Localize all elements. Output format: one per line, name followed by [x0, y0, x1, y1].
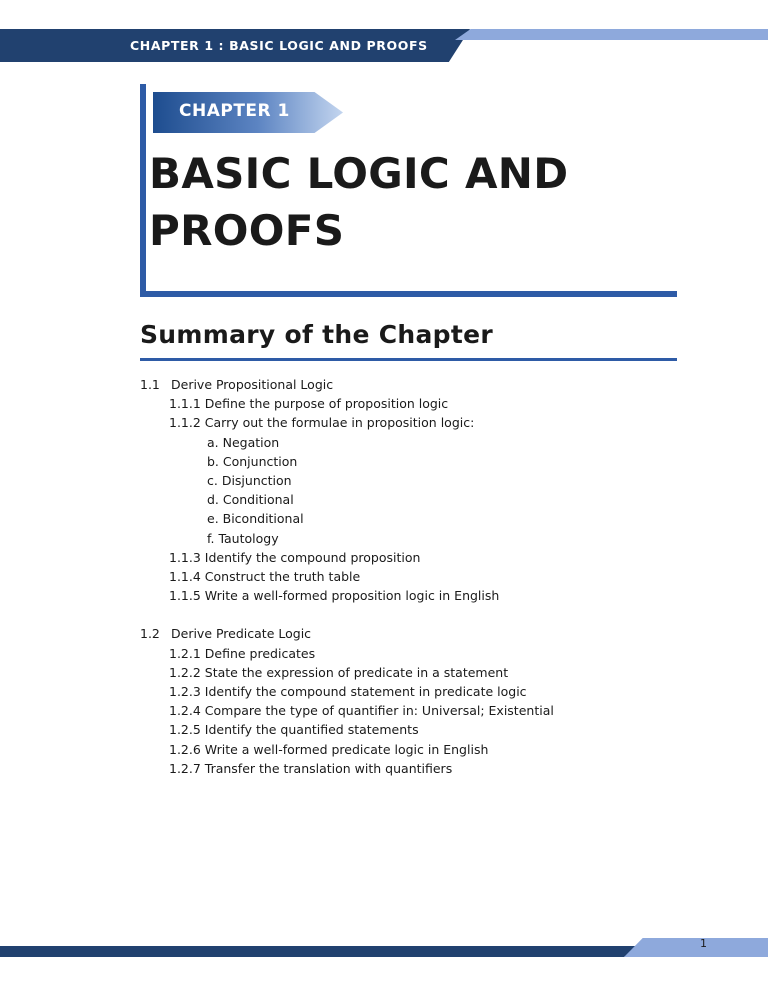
outline-item: 1.2.4 Compare the type of quantifier in: Universal; Existential: [169, 703, 554, 719]
chapter-tag-label: CHAPTER 1: [179, 101, 290, 121]
section-title: Derive Propositional Logic: [171, 377, 334, 392]
section-title: Derive Predicate Logic: [171, 626, 312, 642]
summary-heading: Summary of the Chapter: [140, 320, 494, 349]
summary-divider: [140, 358, 677, 361]
chapter-title: [149, 145, 669, 259]
section-heading: [140, 624, 700, 643]
summary-outline: [140, 375, 700, 778]
chapter-title-line-1: BASIC LOGIC AND: [149, 149, 569, 198]
outline-subitem: e. Biconditional: [207, 511, 304, 527]
outline-item: 1.1.1 Define the purpose of proposition logic: [169, 396, 449, 412]
chapter-title-line-2: PROOFS: [149, 206, 345, 255]
outline-item: 1.2.5 Identify the quantified statements: [169, 722, 419, 738]
outline-item: 1.2.1 Define predicates: [169, 645, 316, 661]
outline-subitem: a. Negation: [207, 434, 280, 450]
outline-item: 1.1.4 Construct the truth table: [169, 568, 361, 584]
outline-item: 1.1.3 Identify the compound proposition: [169, 549, 421, 565]
outline-item: 1.2.3 Identify the compound statement in predicate logic: [169, 684, 527, 699]
outline-subitem: c. Disjunction: [207, 472, 292, 488]
section-number: 1.1: [140, 377, 160, 392]
outline-subitem: f. Tautology: [207, 530, 279, 546]
section-heading: [140, 375, 700, 394]
chapter-accent-horizontal: [140, 291, 677, 297]
chapter-accent-vertical: [140, 84, 146, 297]
outline-item: 1.2.6 Write a well-formed predicate logic in English: [169, 741, 489, 757]
outline-item: 1.2.2 State the expression of predicate in a statement: [169, 664, 509, 680]
outline-item: 1.1.5 Write a well-formed proposition logic in English: [169, 588, 500, 604]
footer-band-light: [624, 938, 768, 957]
section-number: 1.2: [140, 626, 160, 642]
running-header-title: CHAPTER 1 : BASIC LOGIC AND PROOFS: [130, 38, 428, 53]
outline-item: 1.1.2 Carry out the formulae in proposition logic:: [169, 415, 475, 431]
outline-subitem: b. Conjunction: [207, 453, 298, 469]
section-spacer: [140, 605, 700, 624]
page-number: 1: [700, 937, 707, 950]
footer-band-dark: [0, 946, 640, 957]
outline-item: 1.2.7 Transfer the translation with quantifiers: [169, 760, 453, 776]
header-band-light: [455, 29, 768, 40]
outline-subitem: d. Conditional: [207, 492, 294, 508]
